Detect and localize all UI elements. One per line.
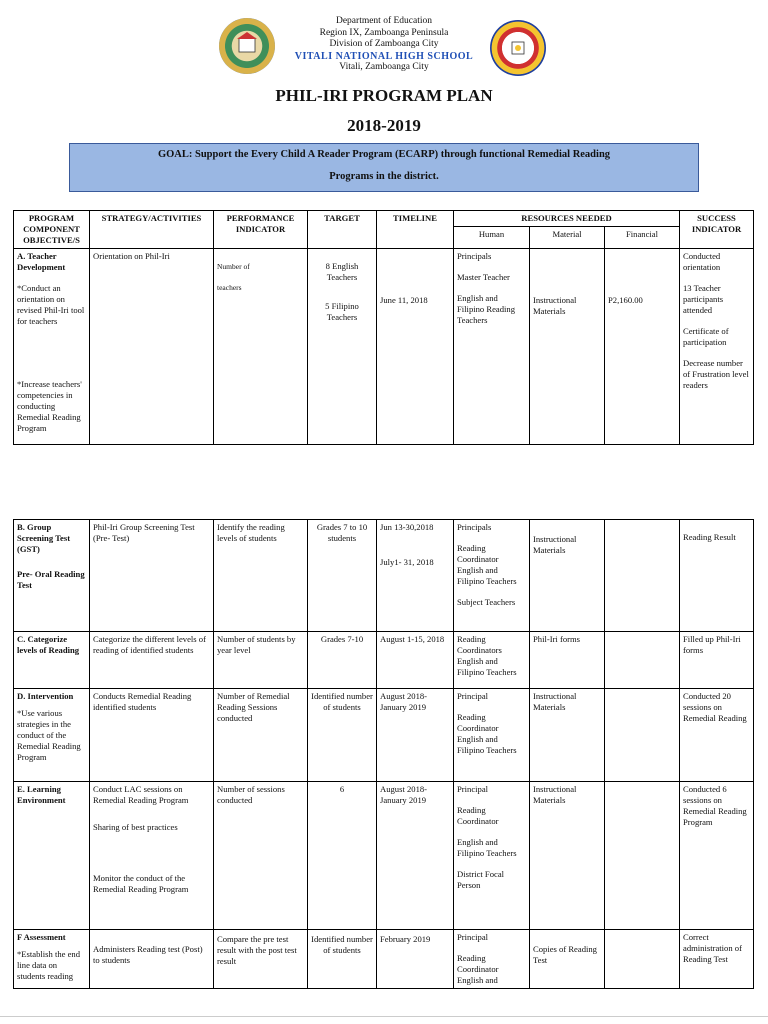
success-text: Reading Result bbox=[683, 532, 736, 542]
plan-table-bottom bbox=[13, 519, 754, 989]
human-cell: Reading Coordinators English and Filipino Teachers bbox=[454, 632, 530, 689]
human-text: Master Teacher bbox=[457, 272, 510, 282]
success-text: Conducted orientation bbox=[683, 251, 721, 272]
target-cell: 6 bbox=[308, 782, 377, 930]
objective-title: C. Categorize levels of Reading bbox=[14, 632, 90, 689]
success-text: 13 Teacher participants attended bbox=[683, 283, 724, 315]
indicator-cell: Number of sessions conducted bbox=[214, 782, 308, 930]
objective-title: E. Learning Environment bbox=[14, 782, 90, 930]
objective-text: *Establish the end line data on students reading bbox=[17, 949, 81, 981]
human-text: Principals bbox=[457, 251, 492, 261]
col-material: Material bbox=[530, 227, 605, 249]
target-cell: Grades 7-10 bbox=[308, 632, 377, 689]
target-cell: Grades 7 to 10 students bbox=[308, 520, 377, 632]
table-row bbox=[14, 249, 754, 445]
human-text: English and Filipino Teachers bbox=[457, 837, 517, 858]
col-success: SUCCESS INDICATOR bbox=[680, 211, 754, 249]
success-cell: Correct administration of Reading Test bbox=[680, 930, 754, 989]
material-text: Instructional Materials bbox=[533, 534, 577, 555]
objective-title: A. Teacher Development bbox=[17, 251, 66, 272]
table-row bbox=[14, 520, 754, 632]
human-text: Principal bbox=[457, 932, 489, 942]
human-text: Reading Coordinator English and Filipino Teachers bbox=[457, 543, 517, 586]
table-row bbox=[14, 782, 754, 930]
strategy-cell: Orientation on Phil-Iri bbox=[90, 249, 214, 445]
strategy-text: Administers Reading test (Post) to students bbox=[93, 944, 203, 965]
dept-name: Department of Education bbox=[335, 16, 433, 26]
col-resources: RESOURCES NEEDED bbox=[454, 211, 680, 227]
objective-text: *Conduct an orientation on revised Phil-Iri tool for teachers bbox=[17, 283, 85, 326]
human-text: Subject Teachers bbox=[457, 597, 516, 607]
success-cell: Filled up Phil-Iri forms bbox=[680, 632, 754, 689]
human-text: Reading Coordinator bbox=[457, 805, 499, 826]
timeline-text: July1- 31, 2018 bbox=[380, 557, 434, 567]
target-text: Identified number of students bbox=[311, 934, 373, 955]
table-row bbox=[14, 689, 754, 782]
material-cell: Instructional Materials bbox=[530, 782, 605, 930]
human-text: English and Filipino Reading Teachers bbox=[457, 293, 516, 325]
goal-line-1: GOAL: Support the Every Child A Reader Program (ECARP) through functional Remedial Reading bbox=[157, 149, 611, 160]
table-row bbox=[14, 930, 754, 989]
strategy-cell: Categorize the different levels of reading of identified students bbox=[90, 632, 214, 689]
indicator-text: Compare the pre test result with the post test result bbox=[217, 934, 297, 966]
material-cell: Instructional Materials bbox=[530, 689, 605, 782]
material-text: Copies of Reading Test bbox=[533, 944, 597, 965]
indicator-cell: Number of students by year level bbox=[214, 632, 308, 689]
col-strategy: STRATEGY/ACTIVITIES bbox=[90, 211, 214, 249]
col-financial: Financial bbox=[605, 227, 680, 249]
target-cell: Identified number of students bbox=[308, 689, 377, 782]
strategy-text: Sharing of best practices bbox=[93, 822, 178, 832]
objective-text: *Use various strategies in the conduct of the Remedial Reading Program bbox=[17, 708, 81, 762]
timeline-text: February 2019 bbox=[380, 934, 431, 944]
col-objective: PROGRAM COMPONENT OBJECTIVE/S bbox=[14, 211, 90, 249]
col-indicator: PERFORMANCE INDICATOR bbox=[214, 211, 308, 249]
strategy-text: Monitor the conduct of the Remedial Reading Program bbox=[93, 873, 189, 894]
timeline-cell: August 1-15, 2018 bbox=[377, 632, 454, 689]
goal-line-2: Programs in the district. bbox=[329, 171, 439, 182]
target-text: 8 English Teachers bbox=[325, 261, 359, 282]
success-text: Decrease number of Frustration level readers bbox=[683, 358, 749, 390]
col-human: Human bbox=[454, 227, 530, 249]
success-cell: Conducted 6 sessions on Remedial Reading Program bbox=[680, 782, 754, 930]
objective-title: B. Group Screening Test (GST) bbox=[17, 522, 71, 554]
objective-title: Pre- Oral Reading Test bbox=[17, 569, 85, 590]
human-text: Principal bbox=[457, 784, 489, 794]
objective-title: D. Intervention bbox=[17, 691, 74, 701]
school-year: 2018-2019 bbox=[347, 116, 421, 135]
table-row bbox=[14, 632, 754, 689]
timeline-cell: August 2018- January 2019 bbox=[377, 689, 454, 782]
page-bottom-edge bbox=[0, 1016, 768, 1017]
plan-table-top bbox=[13, 210, 754, 445]
target-text: 5 Filipino Teachers bbox=[325, 301, 359, 322]
human-text: District Focal Person bbox=[457, 869, 505, 890]
objective-text: *Increase teachers' competencies in conducting Remedial Reading Program bbox=[17, 379, 82, 433]
material-cell: Phil-Iri forms bbox=[530, 632, 605, 689]
objective-title: F Assessment bbox=[17, 932, 66, 942]
human-text: Principals bbox=[457, 522, 492, 532]
human-text: Principal bbox=[457, 691, 489, 701]
human-text: Reading Coordinator English and Filipino Teachers bbox=[457, 712, 517, 755]
indicator-text: Number of bbox=[217, 262, 250, 271]
col-target: TARGET bbox=[308, 211, 377, 249]
timeline-cell: August 2018- January 2019 bbox=[377, 782, 454, 930]
school-location: Vitali, Zamboanga City bbox=[339, 62, 429, 72]
indicator-text: teachers bbox=[217, 283, 242, 292]
success-cell: Conducted 20 sessions on Remedial Reading bbox=[680, 689, 754, 782]
timeline-text: Jun 13-30,2018 bbox=[380, 522, 434, 532]
strategy-cell: Phil-Iri Group Screening Test (Pre- Test) bbox=[90, 520, 214, 632]
division-name: Division of Zamboanga City bbox=[329, 39, 439, 49]
strategy-text: Conduct LAC sessions on Remedial Reading Program bbox=[93, 784, 189, 805]
region-name: Region IX, Zamboanga Peninsula bbox=[319, 27, 449, 38]
material-text: Instructional Materials bbox=[533, 295, 577, 316]
letterhead bbox=[0, 16, 768, 74]
col-timeline: TIMELINE bbox=[377, 211, 454, 249]
page-title: PHIL-IRI PROGRAM PLAN bbox=[275, 86, 493, 105]
success-text: Certificate of participation bbox=[683, 326, 729, 347]
goal-box bbox=[69, 143, 699, 192]
school-name: VITALI NATIONAL HIGH SCHOOL bbox=[294, 50, 474, 62]
indicator-cell: Number of Remedial Reading Sessions conducted bbox=[214, 689, 308, 782]
financial-text: P2,160.00 bbox=[608, 295, 643, 305]
strategy-cell: Conducts Remedial Reading identified students bbox=[90, 689, 214, 782]
indicator-cell: Identify the reading levels of students bbox=[214, 520, 308, 632]
timeline-text: June 11, 2018 bbox=[380, 295, 428, 305]
human-text: Reading Coordinator English and bbox=[457, 953, 499, 985]
